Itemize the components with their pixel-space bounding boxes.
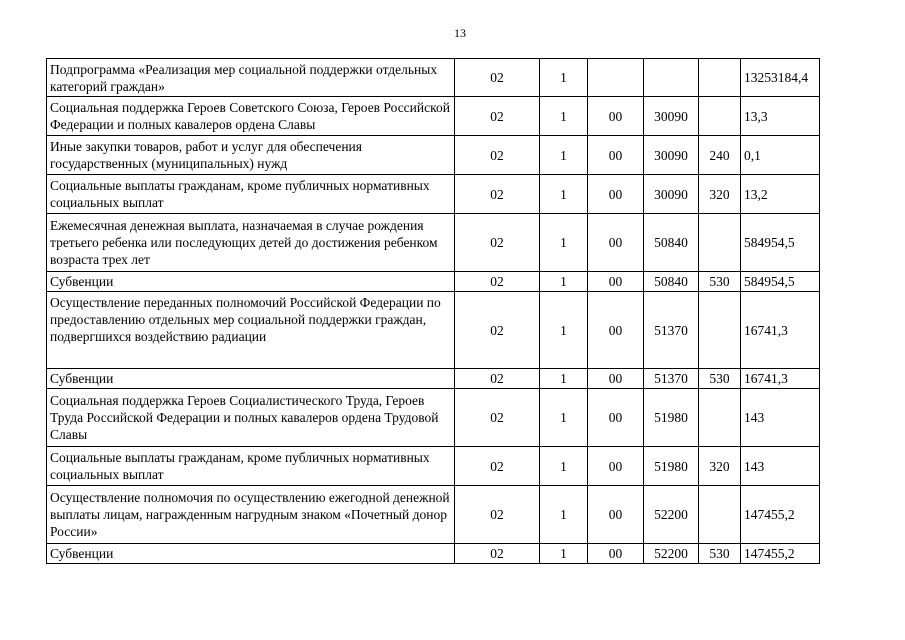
row-subsection: 1	[540, 272, 588, 292]
table-row	[47, 369, 820, 389]
row-expense-type: 320	[699, 447, 741, 486]
row-target-item	[644, 59, 699, 97]
row-target-item: 30090	[644, 136, 699, 175]
row-sub-code: 00	[588, 447, 644, 486]
row-amount: 143	[741, 447, 820, 486]
row-section: 02	[455, 447, 540, 486]
page-number: 13	[454, 26, 466, 40]
table-row	[47, 175, 820, 214]
table-row	[47, 544, 820, 564]
row-subsection: 1	[540, 292, 588, 369]
table-row	[47, 214, 820, 272]
row-target-item: 51370	[644, 369, 699, 389]
row-expense-type	[699, 59, 741, 97]
row-target-item: 52200	[644, 486, 699, 544]
budget-table	[46, 58, 820, 564]
row-name: Осуществление переданных полномочий Российской Федерации по предоставлению отдельных мер социальной поддержки граждан, подвергшихся воздействию радиации	[47, 292, 455, 369]
row-expense-type: 530	[699, 369, 741, 389]
table-row	[47, 447, 820, 486]
row-target-item: 30090	[644, 175, 699, 214]
table-row	[47, 389, 820, 447]
row-sub-code: 00	[588, 136, 644, 175]
row-name: Ежемесячная денежная выплата, назначаемая в случае рождения третьего ребенка или последующих детей до достижения ребенком возраста трех лет	[47, 214, 455, 272]
row-target-item: 30090	[644, 97, 699, 136]
row-expense-type: 530	[699, 544, 741, 564]
row-subsection: 1	[540, 59, 588, 97]
table-row	[47, 136, 820, 175]
row-sub-code: 00	[588, 389, 644, 447]
row-section: 02	[455, 136, 540, 175]
row-target-item: 51980	[644, 447, 699, 486]
row-target-item: 52200	[644, 544, 699, 564]
table-row	[47, 486, 820, 544]
table-row	[47, 292, 820, 369]
row-section: 02	[455, 369, 540, 389]
row-name: Субвенции	[47, 544, 455, 564]
row-name: Социальные выплаты гражданам, кроме публичных нормативных социальных выплат	[47, 447, 455, 486]
row-amount: 13253184,4	[741, 59, 820, 97]
row-section: 02	[455, 292, 540, 369]
row-expense-type	[699, 97, 741, 136]
row-subsection: 1	[540, 97, 588, 136]
row-expense-type	[699, 389, 741, 447]
row-amount: 13,2	[741, 175, 820, 214]
row-subsection: 1	[540, 447, 588, 486]
row-subsection: 1	[540, 389, 588, 447]
row-sub-code: 00	[588, 272, 644, 292]
row-subsection: 1	[540, 369, 588, 389]
row-name: Субвенции	[47, 369, 455, 389]
row-sub-code: 00	[588, 486, 644, 544]
row-expense-type	[699, 486, 741, 544]
row-section: 02	[455, 389, 540, 447]
row-section: 02	[455, 272, 540, 292]
row-section: 02	[455, 97, 540, 136]
row-sub-code: 00	[588, 175, 644, 214]
row-name: Подпрограмма «Реализация мер социальной поддержки отдельных категорий граждан»	[47, 59, 455, 97]
row-amount: 147455,2	[741, 544, 820, 564]
row-expense-type: 240	[699, 136, 741, 175]
table-row	[47, 272, 820, 292]
row-amount: 584954,5	[741, 214, 820, 272]
row-amount: 13,3	[741, 97, 820, 136]
table-row	[47, 97, 820, 136]
row-sub-code	[588, 59, 644, 97]
row-amount: 0,1	[741, 136, 820, 175]
row-section: 02	[455, 175, 540, 214]
row-name: Социальные выплаты гражданам, кроме публичных нормативных социальных выплат	[47, 175, 455, 214]
row-name: Осуществление полномочия по осуществлению ежегодной денежной выплаты лицам, награжденным нагрудным знаком «Почетный донор России»	[47, 486, 455, 544]
row-amount: 16741,3	[741, 292, 820, 369]
row-subsection: 1	[540, 175, 588, 214]
row-target-item: 50840	[644, 214, 699, 272]
row-sub-code: 00	[588, 292, 644, 369]
row-target-item: 51370	[644, 292, 699, 369]
row-subsection: 1	[540, 544, 588, 564]
row-expense-type	[699, 292, 741, 369]
row-name: Социальная поддержка Героев Социалистического Труда, Героев Труда Российской Федерации и полных кавалеров ордена Трудовой Славы	[47, 389, 455, 447]
row-name: Субвенции	[47, 272, 455, 292]
row-expense-type: 530	[699, 272, 741, 292]
row-subsection: 1	[540, 214, 588, 272]
row-target-item: 51980	[644, 389, 699, 447]
table-row	[47, 59, 820, 97]
row-section: 02	[455, 544, 540, 564]
row-sub-code: 00	[588, 544, 644, 564]
row-target-item: 50840	[644, 272, 699, 292]
row-subsection: 1	[540, 136, 588, 175]
row-name: Иные закупки товаров, работ и услуг для обеспечения государственных (муниципальных) нужд	[47, 136, 455, 175]
row-expense-type	[699, 214, 741, 272]
row-amount: 147455,2	[741, 486, 820, 544]
row-subsection: 1	[540, 486, 588, 544]
row-amount: 16741,3	[741, 369, 820, 389]
row-sub-code: 00	[588, 214, 644, 272]
row-sub-code: 00	[588, 97, 644, 136]
row-name: Социальная поддержка Героев Советского Союза, Героев Российской Федерации и полных кавалеров ордена Славы	[47, 97, 455, 136]
row-amount: 584954,5	[741, 272, 820, 292]
row-section: 02	[455, 486, 540, 544]
row-section: 02	[455, 214, 540, 272]
row-expense-type: 320	[699, 175, 741, 214]
row-section: 02	[455, 59, 540, 97]
row-sub-code: 00	[588, 369, 644, 389]
row-amount: 143	[741, 389, 820, 447]
